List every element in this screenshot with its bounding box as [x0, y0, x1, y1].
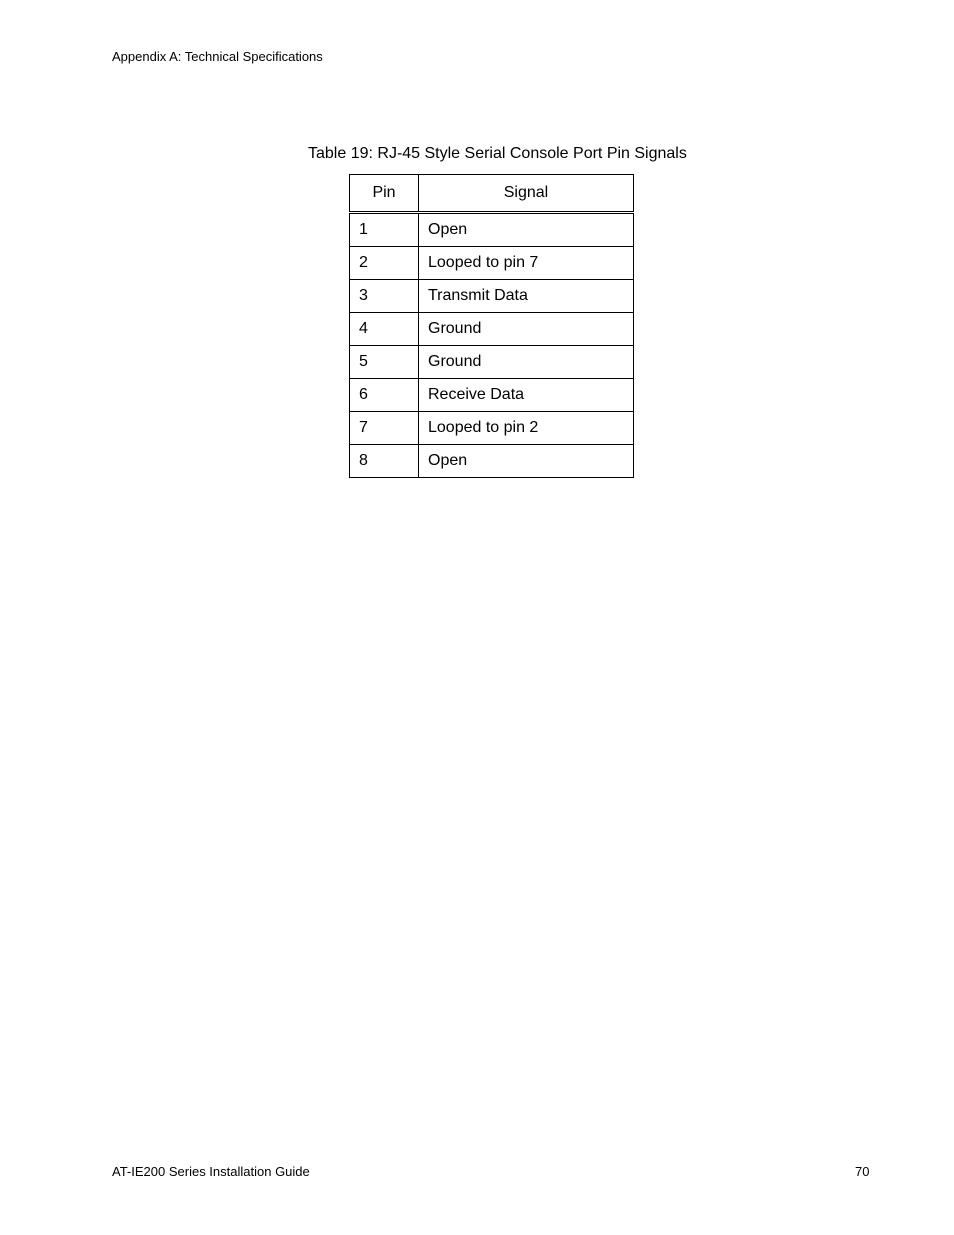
table-row — [350, 280, 634, 313]
pin-signal: Ground — [419, 313, 634, 346]
pin-signal: Looped to pin 2 — [419, 412, 634, 445]
pin-number: 6 — [350, 379, 419, 412]
pin-number: 4 — [350, 313, 419, 346]
pin-signal: Receive Data — [419, 379, 634, 412]
pin-number: 8 — [350, 445, 419, 478]
table-header-row — [350, 175, 634, 213]
column-header-pin: Pin — [350, 175, 419, 213]
pin-number: 5 — [350, 346, 419, 379]
pin-signal: Transmit Data — [419, 280, 634, 313]
table-row — [350, 247, 634, 280]
column-header-signal: Signal — [419, 175, 634, 213]
table-row — [350, 346, 634, 379]
footer-page-number: 70 — [855, 1164, 870, 1179]
pin-number: 2 — [350, 247, 419, 280]
running-header: Appendix A: Technical Specifications — [112, 49, 323, 64]
table-row — [350, 412, 634, 445]
pin-signal: Open — [419, 445, 634, 478]
pin-signal-table — [349, 174, 634, 478]
pin-signal: Open — [419, 213, 634, 247]
table-row — [350, 213, 634, 247]
pin-signal: Looped to pin 7 — [419, 247, 634, 280]
pin-signal: Ground — [419, 346, 634, 379]
table-row — [350, 445, 634, 478]
pin-number: 3 — [350, 280, 419, 313]
table-caption: Table 19: RJ-45 Style Serial Console Port Pin Signals — [308, 145, 687, 162]
table-row — [350, 313, 634, 346]
pin-number: 7 — [350, 412, 419, 445]
pin-number: 1 — [350, 213, 419, 247]
table-row — [350, 379, 634, 412]
footer-guide-title: AT-IE200 Series Installation Guide — [112, 1164, 310, 1179]
